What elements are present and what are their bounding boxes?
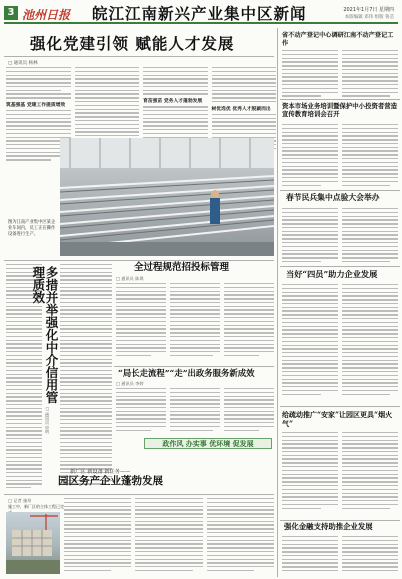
left-article-body-2 bbox=[60, 264, 112, 494]
lead-subheading-3: 树优选优 优秀人才脱颖而出 bbox=[211, 105, 271, 112]
lead-byline: □ 通讯员 杨林 bbox=[8, 61, 38, 66]
lead-subheading-2: 育苗强苗 党务人才蓬勃发展 bbox=[143, 98, 203, 105]
right-body-3 bbox=[282, 208, 398, 264]
right-headline-6: 强化金融支持助推企业发展 bbox=[284, 522, 373, 531]
factory-photo bbox=[60, 138, 274, 256]
right-headline-1: 省不动产登记中心调研江南不动产登记工作 bbox=[282, 32, 394, 47]
right-headline-5: 给疏动推广“安家”让园区更具“烟火气” bbox=[282, 410, 393, 429]
right-body-2 bbox=[282, 124, 398, 188]
credit-byline: □ 通讯员 陈琪 bbox=[116, 276, 144, 281]
right-body-5 bbox=[282, 432, 398, 518]
service-headline: “局长走流程”“走”出政务服务新成效 bbox=[118, 368, 255, 378]
service-body bbox=[116, 388, 274, 436]
page-number-badge: 3 bbox=[4, 6, 18, 20]
bottom-kicker: 新厂区 新设备 新任务—— bbox=[70, 469, 131, 475]
left-article-headline: 多措并举强化中介信用管理质效 bbox=[30, 266, 59, 404]
lead-headline: 强化党建引领 赋能人才发展 bbox=[30, 34, 235, 53]
right-body-4 bbox=[282, 284, 398, 404]
left-article-byline: □ 通讯员 申明 bbox=[45, 406, 50, 434]
bottom-headline: 园区务产企业蓬勃发展 bbox=[58, 475, 163, 487]
lead-subheading-1: 筑基强基 党建工作提质增效 bbox=[6, 102, 66, 109]
editor-line: 本版编辑 邓伟 组版 鲁芸 bbox=[344, 15, 394, 20]
bottom-body bbox=[64, 498, 274, 576]
date-line: 2021年1月7日 星期四 bbox=[343, 7, 394, 13]
construction-photo bbox=[6, 512, 60, 574]
right-headline-3: 春节民兵集中点验大会举办 bbox=[286, 193, 380, 202]
slogan-banner: 政作风 办实事 优环境 促发展 bbox=[144, 438, 272, 449]
photo-caption: 图为江南产业集中区某企业车间内，员工正在操作设备进行生产。 bbox=[8, 220, 56, 238]
paper-logo: 池州日报 bbox=[22, 8, 71, 22]
right-body-6 bbox=[282, 536, 398, 576]
bottom-caption: 施工中，新厂区的主体工程已完 bbox=[8, 504, 64, 509]
service-byline: □ 通讯员 李婷 bbox=[116, 381, 144, 386]
right-headline-4: 当好“四员”助力企业发展 bbox=[286, 269, 378, 279]
section-title: 皖江江南新兴产业集中区新闻 bbox=[92, 4, 307, 23]
bottom-byline: □ 记者 施寿 bbox=[8, 498, 32, 503]
masthead bbox=[4, 4, 398, 24]
credit-body bbox=[116, 283, 274, 363]
right-headline-2: 资本市场业务培训暨保护中小投资者营造宣传教育培训会召开 bbox=[282, 102, 398, 119]
credit-headline: 全过程规范招投标管理 bbox=[134, 262, 230, 273]
right-body-1 bbox=[282, 50, 398, 98]
